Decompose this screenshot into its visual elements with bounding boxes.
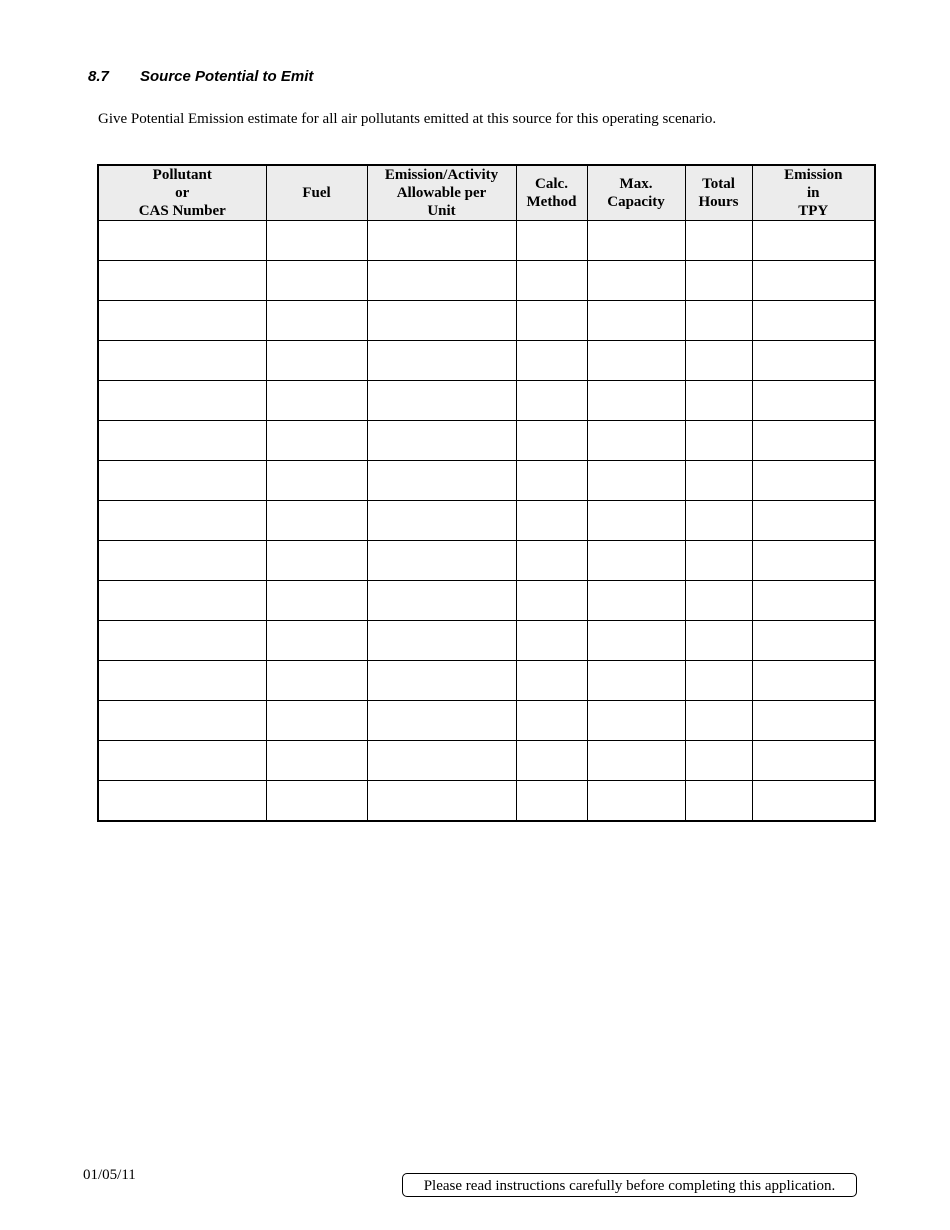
entry-cell-total-hours[interactable] <box>685 301 752 341</box>
instructions-notice-box: Please read instructions carefully before completing this application. <box>402 1173 857 1197</box>
entry-cell-fuel[interactable] <box>266 501 367 541</box>
entry-cell-fuel[interactable] <box>266 621 367 661</box>
entry-cell-fuel[interactable] <box>266 781 367 822</box>
entry-cell-pollutant[interactable] <box>98 301 266 341</box>
entry-cell-fuel[interactable] <box>266 301 367 341</box>
entry-cell-emission-activity[interactable] <box>367 461 516 501</box>
table-row <box>98 501 875 541</box>
entry-cell-calc-method[interactable] <box>516 781 587 822</box>
entry-cell-fuel[interactable] <box>266 461 367 501</box>
entry-cell-fuel[interactable] <box>266 341 367 381</box>
entry-cell-total-hours[interactable] <box>685 541 752 581</box>
column-header-emission-activity <box>367 165 516 221</box>
entry-cell-calc-method[interactable] <box>516 261 587 301</box>
entry-cell-max-capacity[interactable] <box>587 341 685 381</box>
entry-cell-calc-method[interactable] <box>516 541 587 581</box>
entry-cell-emission-tpy[interactable] <box>752 781 875 822</box>
column-header-line: Pollutant <box>152 167 212 183</box>
column-header-line: Calc. <box>535 176 568 192</box>
table-row <box>98 781 875 822</box>
entry-cell-max-capacity[interactable] <box>587 301 685 341</box>
entry-cell-pollutant[interactable] <box>98 741 266 781</box>
column-header-line: Max. <box>619 176 653 192</box>
entry-cell-calc-method[interactable] <box>516 421 587 461</box>
entry-cell-fuel[interactable] <box>266 221 367 261</box>
entry-cell-emission-activity[interactable] <box>367 341 516 381</box>
entry-cell-pollutant[interactable] <box>98 501 266 541</box>
entry-cell-emission-activity[interactable] <box>367 501 516 541</box>
column-header-total-hours <box>685 165 752 221</box>
entry-cell-emission-tpy[interactable] <box>752 261 875 301</box>
entry-cell-pollutant[interactable] <box>98 461 266 501</box>
entry-cell-emission-tpy[interactable] <box>752 381 875 421</box>
entry-cell-calc-method[interactable] <box>516 501 587 541</box>
entry-cell-max-capacity[interactable] <box>587 621 685 661</box>
table-row <box>98 301 875 341</box>
table-header-row <box>98 165 875 221</box>
column-header-line: or <box>175 185 190 201</box>
entry-cell-emission-activity[interactable] <box>367 421 516 461</box>
entry-cell-emission-activity[interactable] <box>367 781 516 822</box>
section-number: 8.7 <box>88 68 109 85</box>
entry-cell-fuel[interactable] <box>266 701 367 741</box>
table-row <box>98 261 875 301</box>
entry-cell-pollutant[interactable] <box>98 221 266 261</box>
entry-cell-emission-activity[interactable] <box>367 741 516 781</box>
entry-cell-fuel[interactable] <box>266 581 367 621</box>
entry-cell-emission-activity[interactable] <box>367 661 516 701</box>
entry-cell-calc-method[interactable] <box>516 221 587 261</box>
entry-cell-max-capacity[interactable] <box>587 221 685 261</box>
entry-cell-pollutant[interactable] <box>98 781 266 822</box>
entry-cell-max-capacity[interactable] <box>587 741 685 781</box>
entry-cell-max-capacity[interactable] <box>587 781 685 822</box>
column-header-pollutant <box>98 165 266 221</box>
entry-cell-emission-tpy[interactable] <box>752 741 875 781</box>
entry-cell-max-capacity[interactable] <box>587 421 685 461</box>
column-header-line: in <box>806 185 820 201</box>
entry-cell-pollutant[interactable] <box>98 421 266 461</box>
column-header-line: CAS Number <box>138 203 226 219</box>
entry-cell-calc-method[interactable] <box>516 341 587 381</box>
entry-cell-fuel[interactable] <box>266 261 367 301</box>
entry-cell-total-hours[interactable] <box>685 261 752 301</box>
table-row <box>98 701 875 741</box>
entry-cell-max-capacity[interactable] <box>587 261 685 301</box>
table-row <box>98 341 875 381</box>
entry-cell-total-hours[interactable] <box>685 381 752 421</box>
entry-cell-calc-method[interactable] <box>516 301 587 341</box>
entry-cell-emission-tpy[interactable] <box>752 221 875 261</box>
entry-cell-calc-method[interactable] <box>516 461 587 501</box>
entry-cell-emission-tpy[interactable] <box>752 621 875 661</box>
column-header-line: Method <box>526 194 577 210</box>
entry-cell-emission-tpy[interactable] <box>752 501 875 541</box>
entry-cell-fuel[interactable] <box>266 741 367 781</box>
entry-cell-emission-activity[interactable] <box>367 301 516 341</box>
entry-cell-total-hours[interactable] <box>685 621 752 661</box>
entry-cell-emission-tpy[interactable] <box>752 541 875 581</box>
table-row <box>98 621 875 661</box>
entry-cell-total-hours[interactable] <box>685 781 752 822</box>
entry-cell-pollutant[interactable] <box>98 661 266 701</box>
column-header-max-capacity <box>587 165 685 221</box>
potential-emission-table <box>97 164 876 822</box>
entry-cell-max-capacity[interactable] <box>587 581 685 621</box>
instruction-text: Give Potential Emission estimate for all air pollutants emitted at this source for this operating scenario. <box>98 111 717 127</box>
entry-cell-max-capacity[interactable] <box>587 541 685 581</box>
entry-cell-emission-activity[interactable] <box>367 221 516 261</box>
column-header-line: Fuel <box>302 185 331 201</box>
table-body <box>98 221 875 822</box>
entry-cell-emission-activity[interactable] <box>367 701 516 741</box>
entry-cell-emission-activity[interactable] <box>367 621 516 661</box>
entry-cell-pollutant[interactable] <box>98 701 266 741</box>
entry-cell-fuel[interactable] <box>266 661 367 701</box>
column-header-line: Capacity <box>607 194 665 210</box>
entry-cell-max-capacity[interactable] <box>587 461 685 501</box>
column-header-fuel <box>266 165 367 221</box>
entry-cell-emission-tpy[interactable] <box>752 301 875 341</box>
entry-cell-emission-tpy[interactable] <box>752 701 875 741</box>
entry-cell-emission-activity[interactable] <box>367 581 516 621</box>
table-row <box>98 461 875 501</box>
column-header-emission-tpy <box>752 165 875 221</box>
table-row <box>98 661 875 701</box>
table-row <box>98 421 875 461</box>
table-row <box>98 581 875 621</box>
entry-cell-calc-method[interactable] <box>516 701 587 741</box>
entry-cell-pollutant[interactable] <box>98 581 266 621</box>
entry-cell-total-hours[interactable] <box>685 501 752 541</box>
entry-cell-emission-activity[interactable] <box>367 261 516 301</box>
table-row <box>98 381 875 421</box>
section-title: Source Potential to Emit <box>140 68 314 85</box>
entry-cell-max-capacity[interactable] <box>587 701 685 741</box>
table-row <box>98 541 875 581</box>
column-header-calc-method <box>516 165 587 221</box>
entry-cell-emission-tpy[interactable] <box>752 421 875 461</box>
column-header-line: Hours <box>698 194 739 210</box>
entry-cell-calc-method[interactable] <box>516 581 587 621</box>
entry-cell-pollutant[interactable] <box>98 341 266 381</box>
entry-cell-total-hours[interactable] <box>685 661 752 701</box>
entry-cell-total-hours[interactable] <box>685 701 752 741</box>
entry-cell-emission-tpy[interactable] <box>752 581 875 621</box>
entry-cell-max-capacity[interactable] <box>587 661 685 701</box>
column-header-line: TPY <box>798 203 829 219</box>
entry-cell-pollutant[interactable] <box>98 541 266 581</box>
table-row <box>98 741 875 781</box>
entry-cell-pollutant[interactable] <box>98 381 266 421</box>
entry-cell-calc-method[interactable] <box>516 661 587 701</box>
column-header-line: Emission/Activity <box>384 167 499 183</box>
entry-cell-total-hours[interactable] <box>685 221 752 261</box>
entry-cell-fuel[interactable] <box>266 541 367 581</box>
entry-cell-emission-tpy[interactable] <box>752 461 875 501</box>
entry-cell-emission-activity[interactable] <box>367 381 516 421</box>
entry-cell-total-hours[interactable] <box>685 581 752 621</box>
entry-cell-emission-tpy[interactable] <box>752 661 875 701</box>
entry-cell-max-capacity[interactable] <box>587 381 685 421</box>
entry-cell-pollutant[interactable] <box>98 621 266 661</box>
entry-cell-total-hours[interactable] <box>685 741 752 781</box>
section-heading <box>88 68 313 85</box>
column-header-line: Total <box>702 176 735 192</box>
entry-cell-fuel[interactable] <box>266 421 367 461</box>
entry-cell-total-hours[interactable] <box>685 421 752 461</box>
entry-cell-total-hours[interactable] <box>685 341 752 381</box>
entry-cell-emission-tpy[interactable] <box>752 341 875 381</box>
column-header-line: Emission <box>784 167 843 183</box>
entry-cell-calc-method[interactable] <box>516 381 587 421</box>
column-header-line: Allowable per <box>396 185 487 201</box>
column-header-line: Unit <box>427 203 456 219</box>
revision-date: 01/05/11 <box>83 1167 136 1183</box>
entry-cell-calc-method[interactable] <box>516 741 587 781</box>
entry-cell-emission-activity[interactable] <box>367 541 516 581</box>
entry-cell-calc-method[interactable] <box>516 621 587 661</box>
entry-cell-total-hours[interactable] <box>685 461 752 501</box>
entry-cell-max-capacity[interactable] <box>587 501 685 541</box>
entry-cell-fuel[interactable] <box>266 381 367 421</box>
table-row <box>98 221 875 261</box>
entry-cell-pollutant[interactable] <box>98 261 266 301</box>
